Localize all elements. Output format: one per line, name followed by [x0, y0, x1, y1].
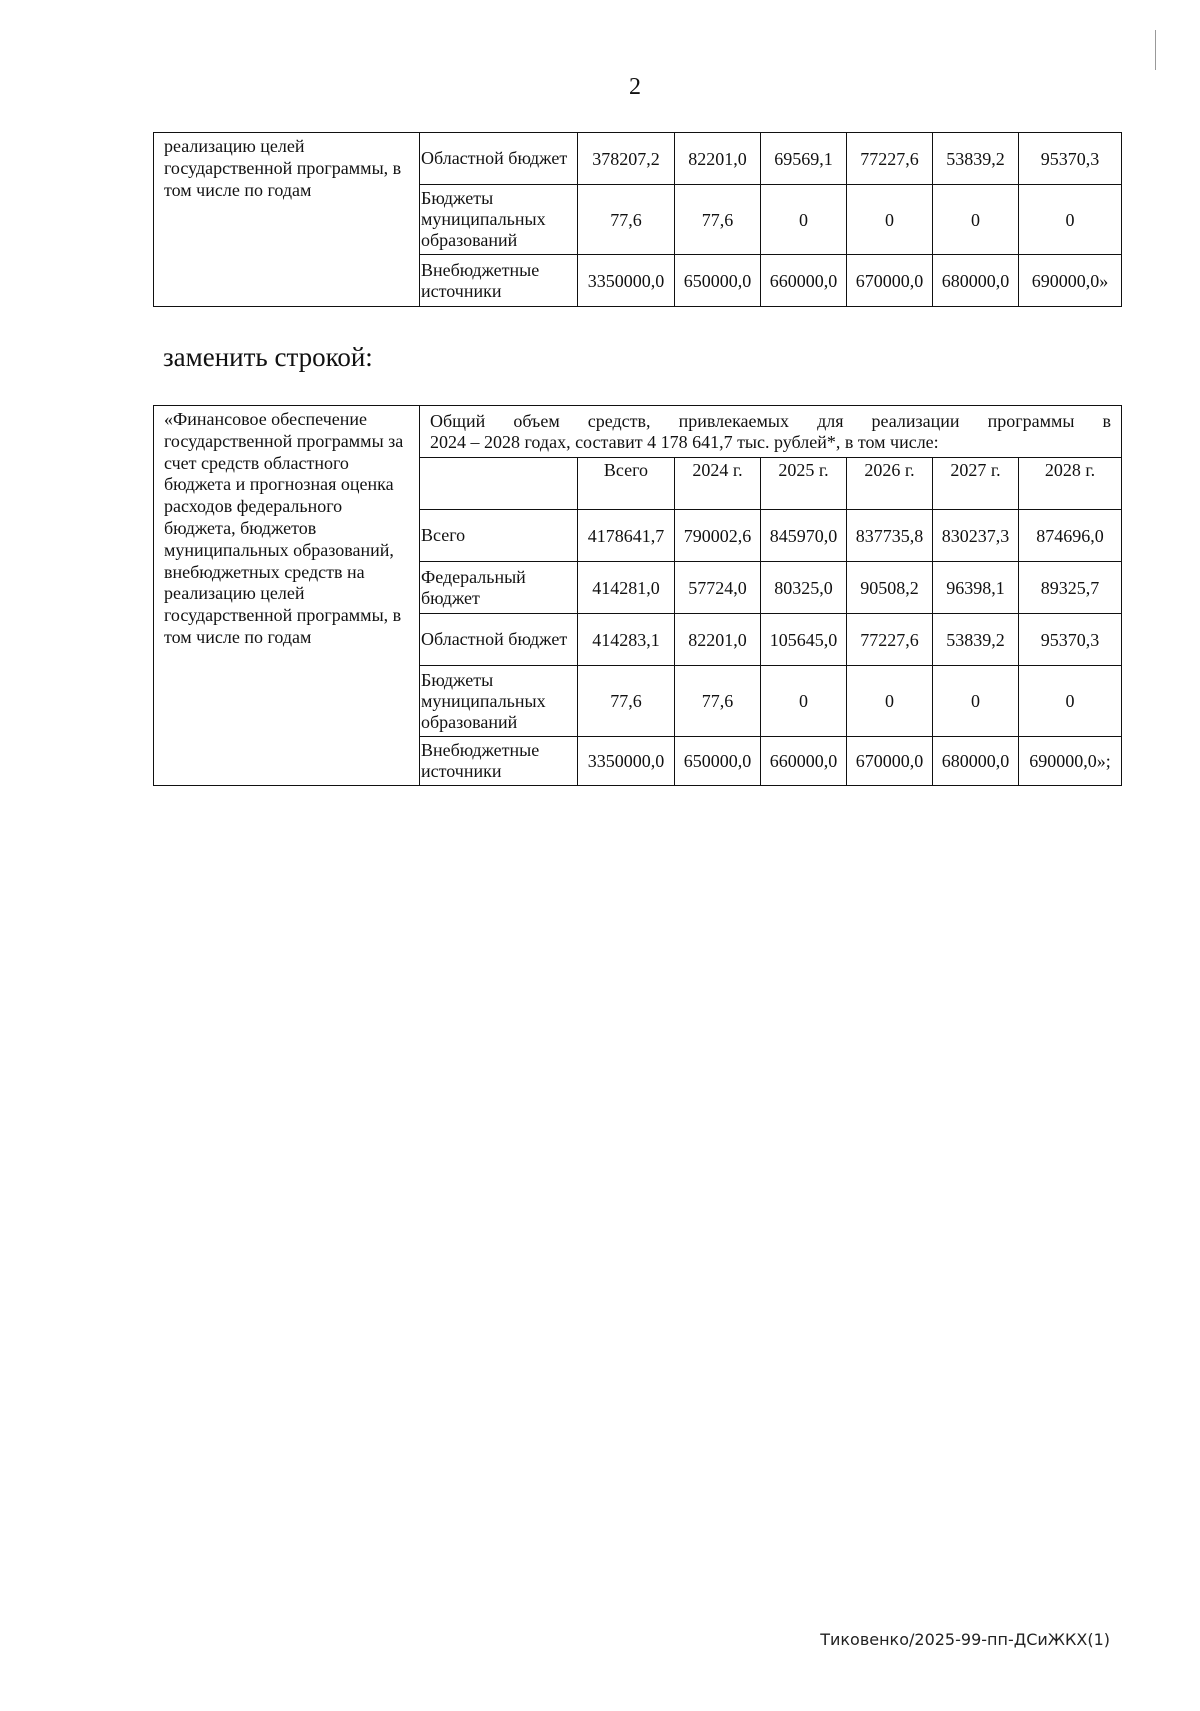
column-header-2026: 2026 г.: [847, 458, 933, 510]
value-2027: 680000,0: [933, 737, 1019, 786]
column-header-2024: 2024 г.: [675, 458, 761, 510]
table-row: [154, 133, 1122, 185]
value-2028: 0: [1019, 185, 1122, 255]
funding-source: Федеральный бюджет: [420, 562, 578, 614]
funding-source: Всего: [420, 510, 578, 562]
value-2028: 690000,0»;: [1019, 737, 1122, 786]
value-2027: 96398,1: [933, 562, 1019, 614]
old-funding-table: [153, 132, 1122, 307]
value-2026: 77227,6: [847, 614, 933, 666]
value-total: 77,6: [578, 666, 675, 737]
funding-source: Бюджеты муниципальных образований: [420, 666, 578, 737]
program-description: реализацию целей государственной программы, в том числе по годам: [154, 133, 420, 307]
value-2028: 95370,3: [1019, 614, 1122, 666]
value-2024: 650000,0: [675, 737, 761, 786]
column-header-2028: 2028 г.: [1019, 458, 1122, 510]
funding-source: Внебюджетные источники: [420, 255, 578, 307]
funding-source: Бюджеты муниципальных образований: [420, 185, 578, 255]
document-reference: Тиковенко/2025-99-пп-ДСиЖКХ(1): [820, 1630, 1110, 1649]
value-2025: 105645,0: [761, 614, 847, 666]
replace-heading: заменить строкой:: [163, 342, 373, 372]
value-2027: 680000,0: [933, 255, 1019, 307]
value-total: 77,6: [578, 185, 675, 255]
value-2024: 77,6: [675, 185, 761, 255]
value-2028: 0: [1019, 666, 1122, 737]
program-description: «Финансовое обеспечение государственной программы за счет средств областного бюджета и прогнозная оценка расходов федерального бюджета, бюджетов муниципальных образований, внебюджетных средств на реализацию целей государственной программы, в том числе по годам: [154, 406, 420, 786]
value-total: 414281,0: [578, 562, 675, 614]
value-2027: 0: [933, 185, 1019, 255]
total-summary: [420, 406, 1122, 458]
value-2026: 670000,0: [847, 255, 933, 307]
column-header-total: Всего: [578, 458, 675, 510]
value-2027: 830237,3: [933, 510, 1019, 562]
value-2025: 845970,0: [761, 510, 847, 562]
value-2028: 690000,0»: [1019, 255, 1122, 307]
scan-edge-mark: [1155, 30, 1156, 70]
value-2025: 0: [761, 666, 847, 737]
value-2026: 77227,6: [847, 133, 933, 185]
funding-source: Областной бюджет: [420, 614, 578, 666]
value-2028: 874696,0: [1019, 510, 1122, 562]
value-2027: 53839,2: [933, 133, 1019, 185]
value-2025: 0: [761, 185, 847, 255]
column-header-2025: 2025 г.: [761, 458, 847, 510]
value-2026: 0: [847, 666, 933, 737]
value-2028: 95370,3: [1019, 133, 1122, 185]
value-2024: 790002,6: [675, 510, 761, 562]
value-2025: 660000,0: [761, 255, 847, 307]
value-2026: 90508,2: [847, 562, 933, 614]
value-2026: 837735,8: [847, 510, 933, 562]
funding-source: Областной бюджет: [420, 133, 578, 185]
funding-source: Внебюджетные источники: [420, 737, 578, 786]
new-funding-table: [153, 405, 1122, 786]
column-header-empty: [420, 458, 578, 510]
table-row: [154, 406, 1122, 458]
value-2025: 80325,0: [761, 562, 847, 614]
value-total: 3350000,0: [578, 737, 675, 786]
summary-line: 2024 – 2028 годах, составит 4 178 641,7 тыс. рублей*, в том числе:: [430, 431, 939, 452]
value-2025: 660000,0: [761, 737, 847, 786]
value-2027: 53839,2: [933, 614, 1019, 666]
column-header-2027: 2027 г.: [933, 458, 1019, 510]
value-2028: 89325,7: [1019, 562, 1122, 614]
value-2026: 670000,0: [847, 737, 933, 786]
value-2024: 82201,0: [675, 614, 761, 666]
value-2026: 0: [847, 185, 933, 255]
value-total: 414283,1: [578, 614, 675, 666]
value-2024: 650000,0: [675, 255, 761, 307]
value-total: 378207,2: [578, 133, 675, 185]
value-total: 4178641,7: [578, 510, 675, 562]
value-2024: 82201,0: [675, 133, 761, 185]
value-total: 3350000,0: [578, 255, 675, 307]
summary-line: Общий объем средств, привлекаемых для реализации программы в: [430, 410, 1111, 431]
value-2025: 69569,1: [761, 133, 847, 185]
value-2027: 0: [933, 666, 1019, 737]
page-number: 2: [629, 74, 641, 100]
value-2024: 57724,0: [675, 562, 761, 614]
value-2024: 77,6: [675, 666, 761, 737]
